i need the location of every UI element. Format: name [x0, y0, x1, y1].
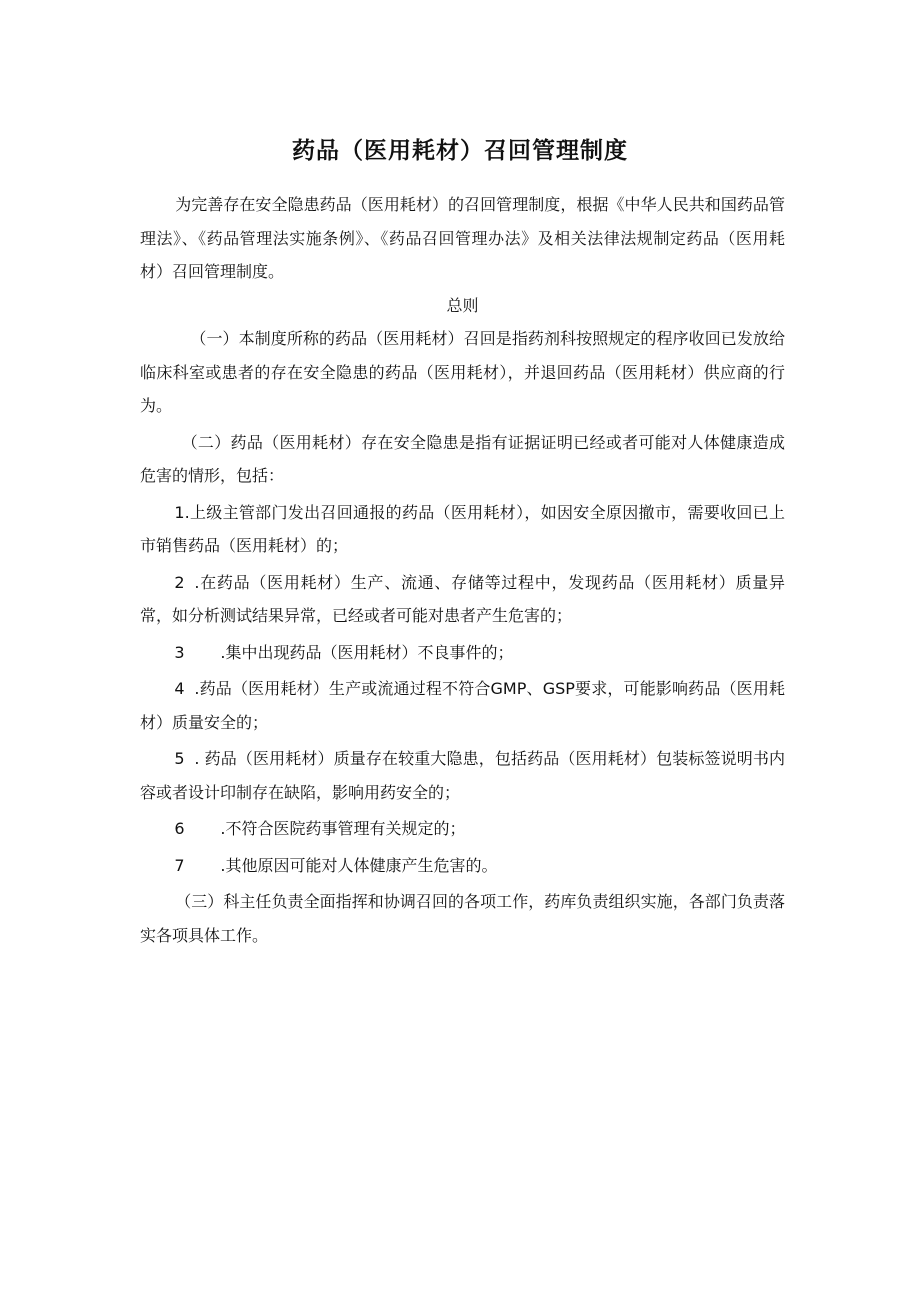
clause-2: （二）药品（医用耗材）存在安全隐患是指有证据证明已经或者可能对人体健康造成危害的情形，包括：	[140, 432, 785, 485]
list-item-text: . 药品（医用耗材）质量存在较重大隐患，包括药品（医用耗材）包装标签说明书内容或者设计印制存在缺陷，影响用药安全的；	[140, 749, 785, 802]
list-item-6	[140, 812, 785, 846]
list-item-3	[140, 636, 785, 670]
list-item-text: .在药品（医用耗材）生产、流通、存储等过程中，发现药品（医用耗材）质量异常，如分析测试结果异常，已经或者可能对患者产生危害的；	[140, 572, 785, 625]
list-item-5	[140, 742, 785, 809]
list-item-text: .药品（医用耗材）生产或流通过程不符合GMP、GSP要求，可能影响药品（医用耗材）质量安全的；	[140, 679, 785, 732]
list-item-number: 3	[174, 642, 185, 662]
list-item-text: .集中出现药品（医用耗材）不良事件的；	[220, 642, 514, 662]
list-item-text: .其他原因可能对人体健康产生危害的。	[220, 855, 498, 875]
section-heading: 总则	[446, 295, 479, 315]
list-item-number: 1.	[174, 502, 190, 522]
clause-1: （一）本制度所称的药品（医用耗材）召回是指药剂科按照规定的程序收回已发放给临床科室或患者的存在安全隐患的药品（医用耗材），并退回药品（医用耗材）供应商的行为。	[140, 329, 785, 415]
intro-paragraph: 为完善存在安全隐患药品（医用耗材）的召回管理制度，根据《中华人民共和国药品管理法》、《药品管理法实施条例》、《药品召回管理办法》及相关法律法规制定药品（医用耗材）召回管理制度。	[140, 195, 785, 281]
list-item-number: 5	[174, 749, 185, 768]
list-item-number: 6	[174, 819, 185, 838]
list-item-2	[140, 566, 785, 633]
list-item-1	[140, 496, 785, 563]
list-item-number: 7	[174, 855, 185, 875]
document-body	[140, 188, 785, 955]
list-item-number: 4	[174, 679, 185, 698]
list-item-text: 上级主管部门发出召回通报的药品（医用耗材），如因安全原因撤市，需要收回已上市销售药品（医用耗材）的；	[140, 502, 785, 555]
clause-3: （三）科主任负责全面指挥和协调召回的各项工作，药库负责组织实施，各部门负责落实各项具体工作。	[140, 892, 785, 945]
list-item-4	[140, 672, 785, 739]
list-item-number: 2	[174, 572, 185, 592]
list-item-7	[140, 849, 785, 883]
list-item-text: .不符合医院药事管理有关规定的；	[220, 819, 466, 838]
document-title: 药品（医用耗材）召回管理制度	[292, 138, 628, 164]
